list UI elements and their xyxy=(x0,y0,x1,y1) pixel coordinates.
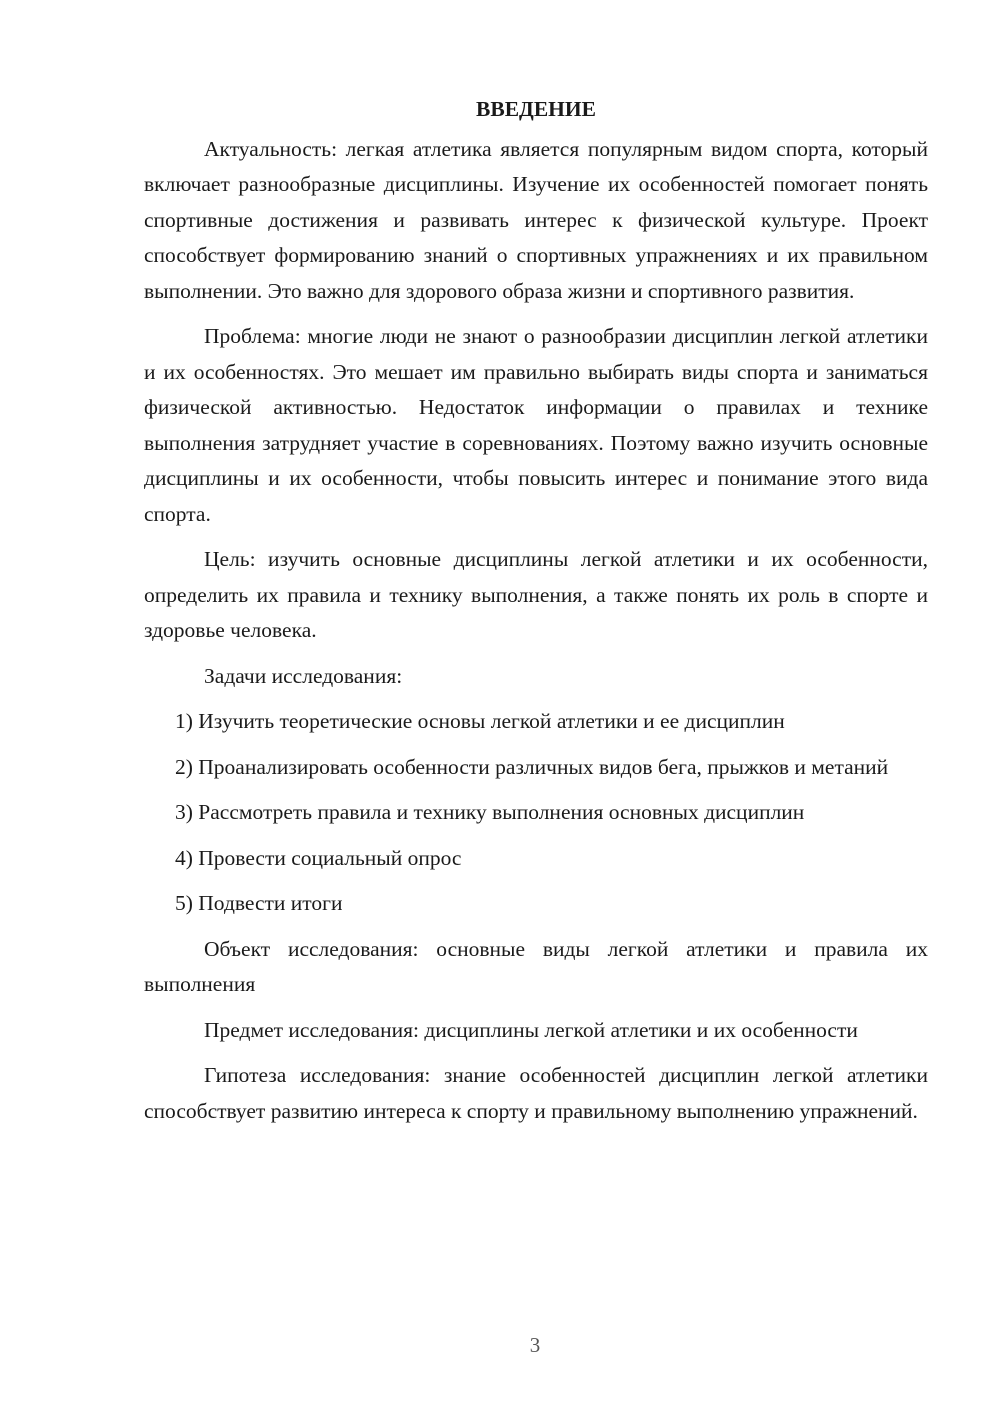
paragraph-subject: Предмет исследования: дисциплины легкой атлетики и их особенности xyxy=(204,1017,858,1042)
task-item: 4) Провести социальный опрос xyxy=(175,845,462,870)
document-page xyxy=(144,92,928,1139)
paragraph-tasks-heading: Задачи исследования: xyxy=(204,663,403,688)
section-title: ВВЕДЕНИЕ xyxy=(476,97,596,121)
task-item: 3) Рассмотреть правила и технику выполнения основных дисциплин xyxy=(175,800,805,824)
task-item: 1) Изучить теоретические основы легкой атлетики и ее дисциплин xyxy=(175,709,785,733)
task-item: 5) Подвести итоги xyxy=(175,891,343,915)
paragraph-relevance: Актуальность: легкая атлетика является популярным видом спорта, который включает разнообразные дисциплины. Изучение их особенностей помогает понять спортивные достижения и развивать интерес к физической культуре. Проект способствует формированию знаний о спортивных упражнениях и их правильном выполнении. Это важно для здорового образа жизни и спортивного развития. xyxy=(144,136,928,303)
task-item: 2) Проанализировать особенности различных видов бега, прыжков и метаний xyxy=(175,754,889,779)
page-number: 3 xyxy=(529,1333,541,1357)
paragraph-problem: Проблема: многие люди не знают о разнообразии дисциплин легкой атлетики и их особенностях. Это мешает им правильно выбирать виды спорта и заниматься физической активностью. Недостаток информации о правилах и технике выполнения затрудняет участие в соревнованиях. Поэтому важно изучить основные дисциплины и их особенности, чтобы повысить интерес и понимание этого вида спорта. xyxy=(144,324,928,526)
paragraph-object: Объект исследования: основные виды легкой атлетики и правила их выполнения xyxy=(144,936,928,996)
paragraph-goal: Цель: изучить основные дисциплины легкой атлетики и их особенности, определить их правила и технику выполнения, а также понять их роль в спорте и здоровье человека. xyxy=(144,547,928,642)
paragraph-hypothesis: Гипотеза исследования: знание особенностей дисциплин легкой атлетики способствует развитию интереса к спорту и правильному выполнению упражнений. xyxy=(144,1063,928,1123)
